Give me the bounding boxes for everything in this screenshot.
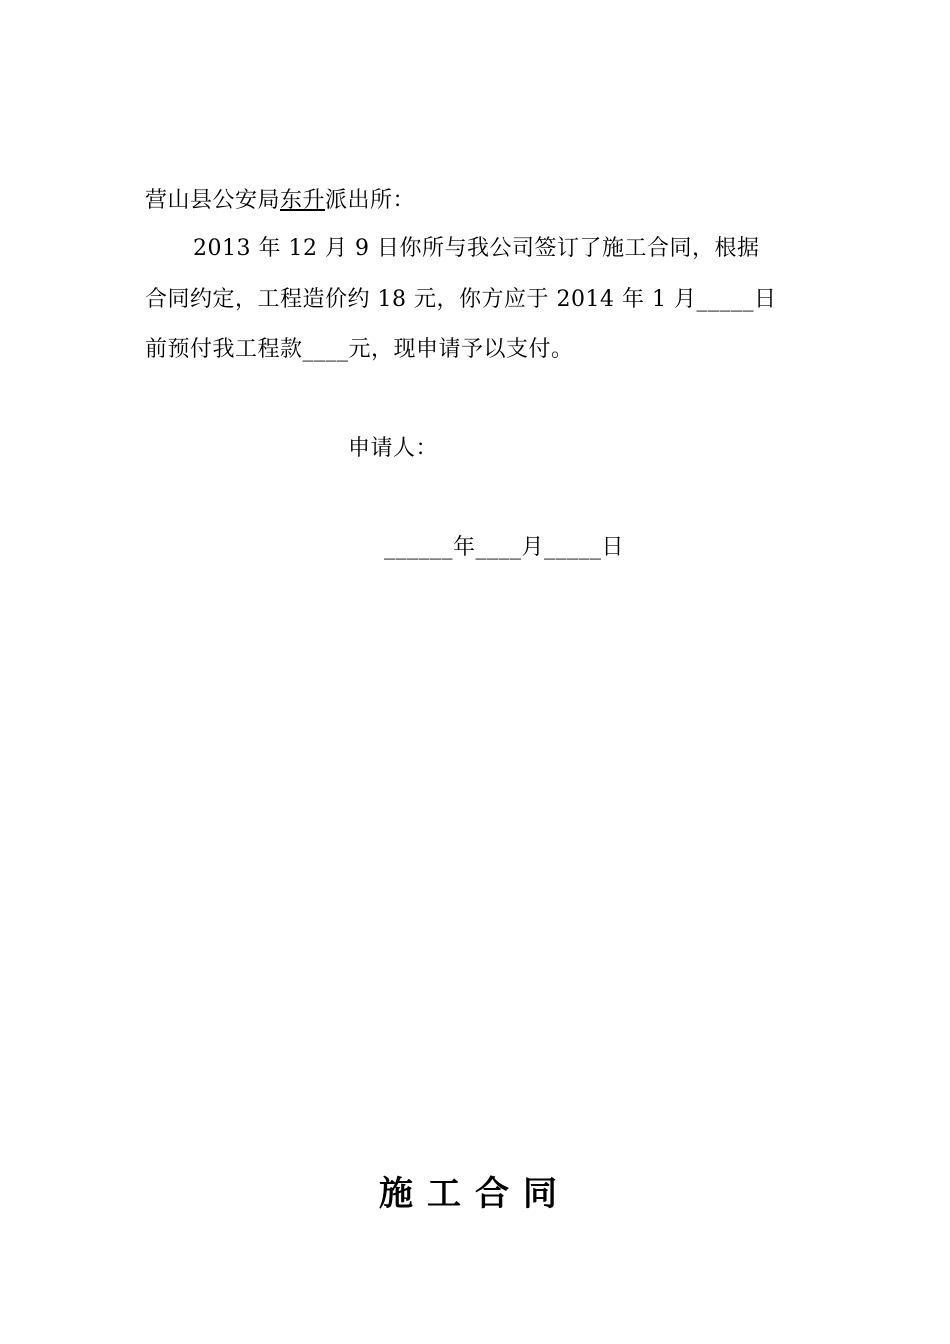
addressee-suffix: 派出所： (325, 188, 416, 213)
body-line-2-end: 日 (753, 287, 777, 312)
contract-title: 施工合同 (379, 1174, 571, 1214)
addressee-prefix: 营山县公安局 (145, 188, 281, 213)
body-line-3 (145, 335, 574, 365)
amount-blank: ____ (302, 337, 349, 362)
date-blank: _____ (696, 287, 754, 312)
body-line-1: 2013 年 12 月 9 日你所与我公司签订了施工合同，根据 (193, 236, 760, 261)
addressee-underlined: 东升 (280, 188, 326, 213)
body-line-2 (145, 285, 776, 315)
addressee-line (145, 186, 415, 216)
body-line-2-text: 合同约定，工程造价约 18 元，你方应于 2014 年 1 月 (145, 287, 697, 312)
date-line: ______年____月_____日 (384, 535, 625, 560)
applicant-label: 申请人： (348, 436, 439, 461)
body-line-3-end: 元，现申请予以支付。 (348, 337, 574, 362)
body-line-3-text: 前预付我工程款 (145, 337, 303, 362)
